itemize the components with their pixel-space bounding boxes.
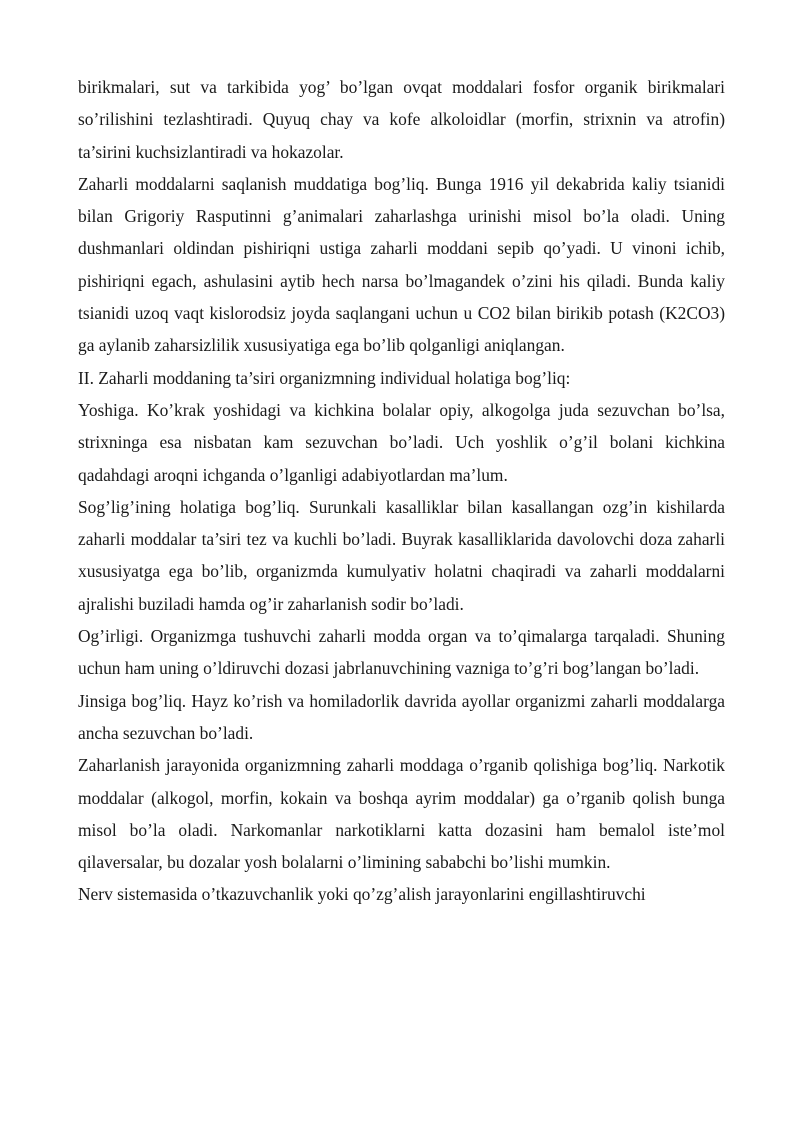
paragraph-habituation: Zaharlanish jarayonida organizmning zaharli moddaga o’rganib qolishiga bog’liq. Narkotik moddalar (alkogol, morfin, kokain va boshqa ayrim moddalar) ga o’rganib qolish bunga misol bo’la oladi. Narkomanlar narkotiklarni katta dozasini ham bemalol iste’mol qilaversalar, bu dozalar yosh bolalarni o’limining sababchi bo’lishi mumkin. — [78, 755, 725, 873]
paragraph-storage-duration: Zaharli moddalarni saqlanish muddatiga bog’liq. Bunga 1916 yil dekabrida kaliy tsianidi bilan Grigoriy Rasputinni g’animalari zaharlashga urinishi misol bo’la oladi. Uning dushmanlari oldindan pishiriqni ustiga zaharli moddani sepib qo’yadi. U vinoni ichib, pishiriqni egach, ashulasini aytib hech narsa bo’lmagandek o’zini his qiladi. Bunda kaliy tsianidi uzoq vaqt kislorodsiz joyda saqlangani uchun u CO2 bilan birikib potash (K2CO3) ga aylanib zaharsizlilik xususiyatiga ega bo’lib qolganligi aniqlangan. — [78, 173, 725, 356]
paragraph-weight: Og’irligi. Organizmga tushuvchi zaharli modda organ va to’qimalarga tarqaladi. Shuning uchun ham uning o’ldiruvchi dozasi jabrlanuvchining vazniga to’g’ri bog’langan bo’ladi. — [78, 626, 725, 679]
paragraph-health: Sog’lig’ining holatiga bog’liq. Surunkali kasalliklar bilan kasallangan ozg’in kishilarda zaharli moddalar ta’siri tez va kuchli bo’ladi. Buyrak kasalliklarida davolovchi doza zaharli xususiyatga ega bo’lib, organizmda kumulyativ holatni chaqiradi va zaharli moddalarni ajralishi buziladi hamda og’ir zaharlanish sodir bo’ladi. — [78, 496, 725, 614]
paragraph-age: Yoshiga. Ko’krak yoshidagi va kichkina bolalar opiy, alkogolga juda sezuvchan bo’lsa, strixninga esa nisbatan kam sezuvchan bo’ladi. Uch yoshlik o’g’il bolani kichkina qadahdagi aroqni ichganda o’lganligi adabiyotlardan ma’lum. — [78, 399, 725, 485]
paragraph-continuation: birikmalari, sut va tarkibida yog’ bo’lgan ovqat moddalari fosfor organik birikmalari so’rilishini tezlashtiradi. Quyuq chay va kofe alkoloidlar (morfin, strixnin va atrofin) ta’sirini kuchsizlantiradi va hokazolar. — [78, 77, 725, 162]
paragraph-nervous-system: Nerv sistemasida o’tkazuvchanlik yoki qo’zg’alish jarayonlarini engillashtiruvchi — [78, 884, 646, 905]
paragraph-sex: Jinsiga bog’liq. Hayz ko’rish va homiladorlik davrida ayollar organizmi zaharli moddalarga ancha sezuvchan bo’ladi. — [78, 690, 725, 743]
document-body — [78, 71, 725, 911]
section-heading-individual-state: II. Zaharli moddaning ta’siri organizmning individual holatiga bog’liq: — [78, 367, 571, 388]
